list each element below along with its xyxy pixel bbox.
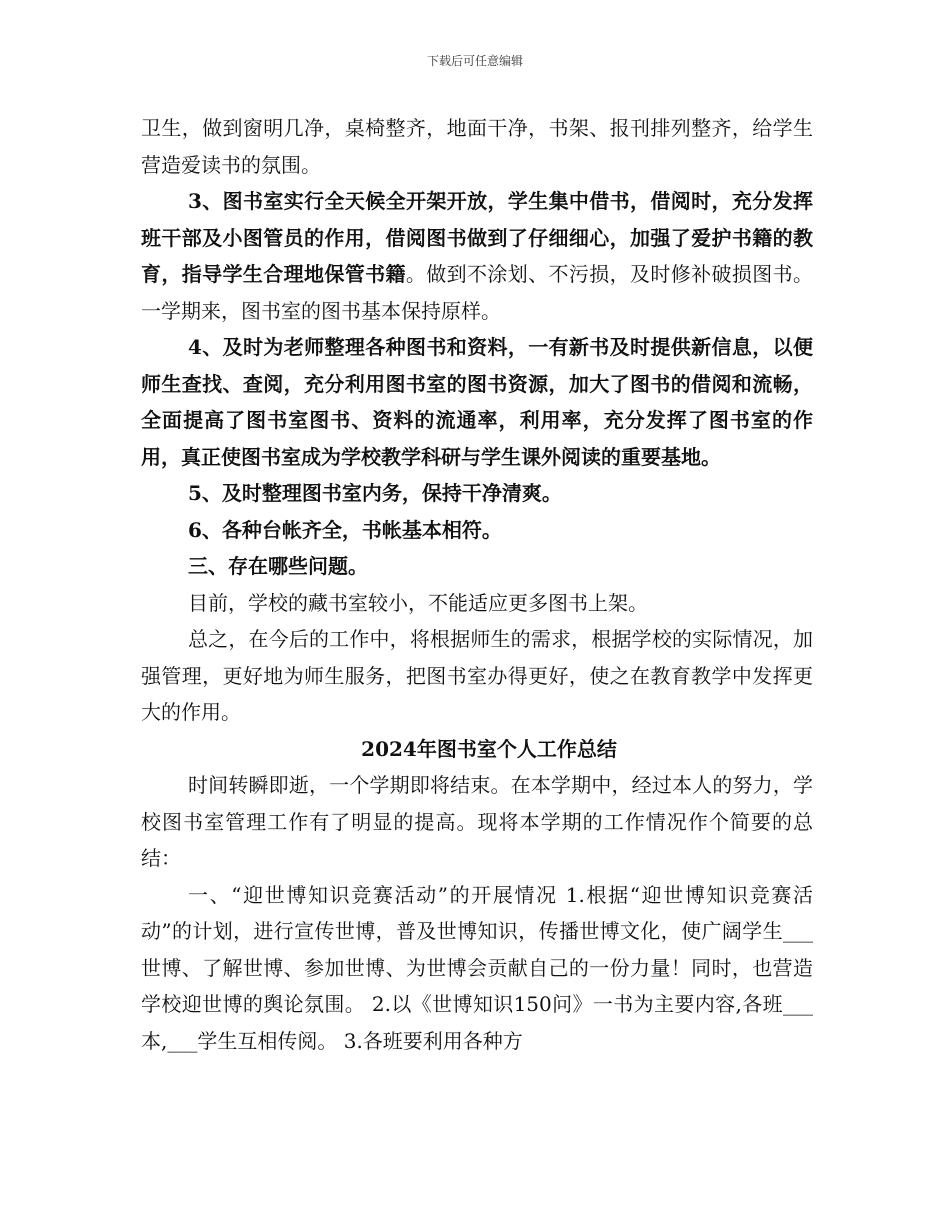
paragraph-item-5: 5、及时整理图书室内务，保持干净清爽。 bbox=[188, 481, 562, 505]
paragraph-item-3-bold: 3、图书室实行全天候全开架开放，学生集中借书，借阅时，充分发挥班干部及小图管员的作用，借阅图书做到了仔细细心，加强了爱护书籍的教育，指导学生合理地保管书籍 bbox=[141, 189, 813, 286]
paragraph-item-6: 6、各种台帐齐全，书帐基本相符。 bbox=[188, 517, 502, 542]
paragraph-conclusion: 总之，在今后的工作中，将根据师生的需求，根据学校的实际情况，加强管理，更好地为师生服务，把图书室办得更好，使之在教育教学中发挥更大的作用。 bbox=[141, 627, 813, 724]
document-title: 2024年图书室个人工作总结 bbox=[361, 736, 617, 761]
document-body bbox=[141, 110, 813, 1059]
page-header: 下载后可任意编辑 bbox=[426, 54, 523, 68]
paragraph-hygiene: 卫生，做到窗明几净，桌椅整齐，地面干净，书架、报刊排列整齐，给学生营造爱读书的氛围。 bbox=[141, 116, 813, 177]
paragraph-problems: 目前，学校的藏书室较小，不能适应更多图书上架。 bbox=[188, 590, 648, 615]
paragraph-item-4: 4、及时为老师整理各种图书和资料，一有新书及时提供新信息，以便师生查找、查阅，充分利用图书室的图书资源，加大了图书的借阅和流畅，全面提高了图书室图书、资料的流通率，利用率，充分发挥了图书室的作用，真正使图书室成为学校教学科研与学生课外阅读的重要基地。 bbox=[141, 335, 813, 469]
section-heading-problems: 三、存在哪些问题。 bbox=[188, 554, 368, 578]
paragraph-intro: 时间转瞬即逝，一个学期即将结束。在本学期中，经过本人的努力，学校图书室管理工作有了明显的提高。现将本学期的工作情况作个简要的总结： bbox=[141, 773, 813, 870]
paragraph-expo-activities: 一、“迎世博知识竞赛活动”的开展情况 1.根据“迎世博知识竞赛活动”的计划，进行宣传世博，普及世博知识，传播世博文化，使广阔学生___世博、了解世博、参加世博、为世博会贡献自己的一份力量！同时，也营造学校迎世博的舆论氛围。 2.以《世博知识150问》一书为主要内容,各班___本,___学生互相传阅。 3.各班要利用各种方 bbox=[141, 882, 813, 1053]
paragraph-item-3 bbox=[141, 183, 813, 329]
paragraph-item-3-rest: 。做到不涂划、不污损，及时修补破损图书。一学期来，图书室的图书基本保持原样。 bbox=[141, 262, 813, 323]
